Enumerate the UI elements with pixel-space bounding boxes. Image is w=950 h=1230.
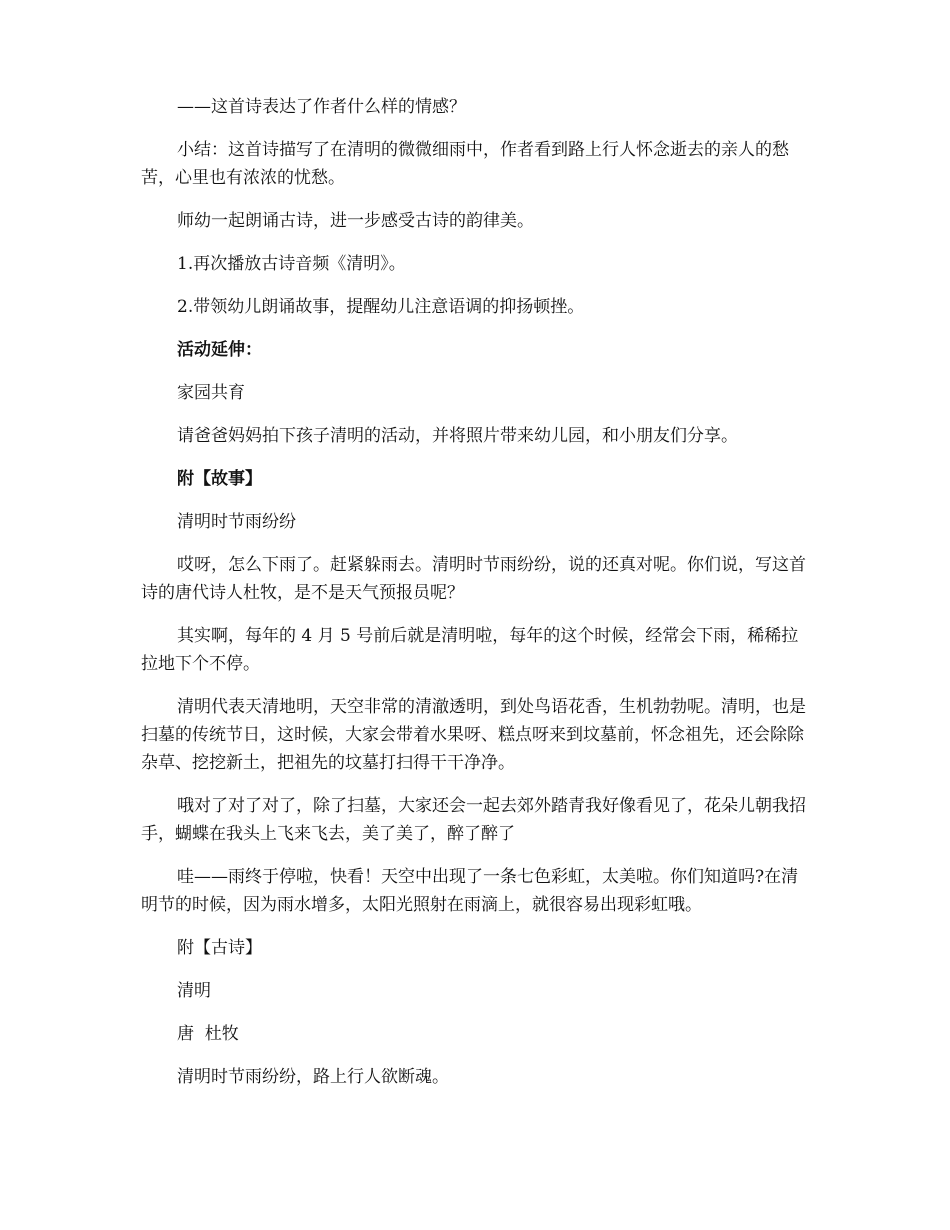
poem-title: 清明	[177, 981, 211, 1001]
paragraph-parents: 请爸爸妈妈拍下孩子清明的活动，并将照片带来幼儿园，和小朋友们分享。	[177, 426, 738, 446]
story-paragraph-4: 哦对了对了对了，除了扫墓，大家还会一起去郊外踏青我好像看见了，花朵儿朝我招手，蝴蝶在我头上飞来飞去，美了美了，醉了醉了	[141, 796, 806, 844]
story-paragraph-5: 哇——雨终于停啦，快看！天空中出现了一条七色彩虹，太美啦。你们知道吗?在清明节的时候，因为雨水增多，太阳光照射在雨滴上，就很容易出现彩虹哦。	[141, 867, 799, 915]
poem-line-1: 清明时节雨纷纷，路上行人欲断魂。	[177, 1067, 449, 1087]
story-paragraph-3: 清明代表天清地明，天空非常的清澈透明，到处鸟语花香，生机勃勃呢。清明，也是扫墓的传统节日，这时候，大家会带着水果呀、糕点呀来到坟墓前，怀念祖先，还会除除杂草、挖挖新土，把祖先的坟墓打扫得干干净净。	[141, 697, 806, 773]
story-paragraph-2: 其实啊，每年的 4 月 5 号前后就是清明啦，每年的这个时候，经常会下雨，稀稀拉拉地下个不停。	[141, 626, 799, 674]
story-paragraph-1: 哎呀，怎么下雨了。赶紧躲雨去。清明时节雨纷纷，说的还真对呢。你们说，写这首诗的唐代诗人杜牧，是不是天气预报员呢？	[141, 555, 806, 603]
story-title: 清明时节雨纷纷	[177, 512, 296, 532]
paragraph-home-school: 家园共育	[177, 383, 245, 403]
paragraph-step-2: 2.带领幼儿朗诵故事，提醒幼儿注意语调的抑扬顿挫。	[177, 297, 585, 317]
document-body	[141, 93, 811, 1106]
paragraph-recite: 师幼一起朗诵古诗，进一步感受古诗的韵律美。	[177, 211, 534, 231]
paragraph-summary: 小结：这首诗描写了在清明的微微细雨中，作者看到路上行人怀念逝去的亲人的愁苦，心里也有浓浓的忧愁。	[141, 140, 789, 188]
paragraph-question: ——这首诗表达了作者什么样的情感？	[177, 97, 466, 117]
paragraph-step-1: 1.再次播放古诗音频《清明》。	[177, 254, 406, 274]
poem-author: 唐 杜牧	[177, 1024, 239, 1044]
section-heading-extension: 活动延伸：	[177, 340, 262, 360]
section-heading-story: 附【故事】	[177, 469, 262, 489]
section-heading-poem: 附【古诗】	[177, 938, 262, 958]
